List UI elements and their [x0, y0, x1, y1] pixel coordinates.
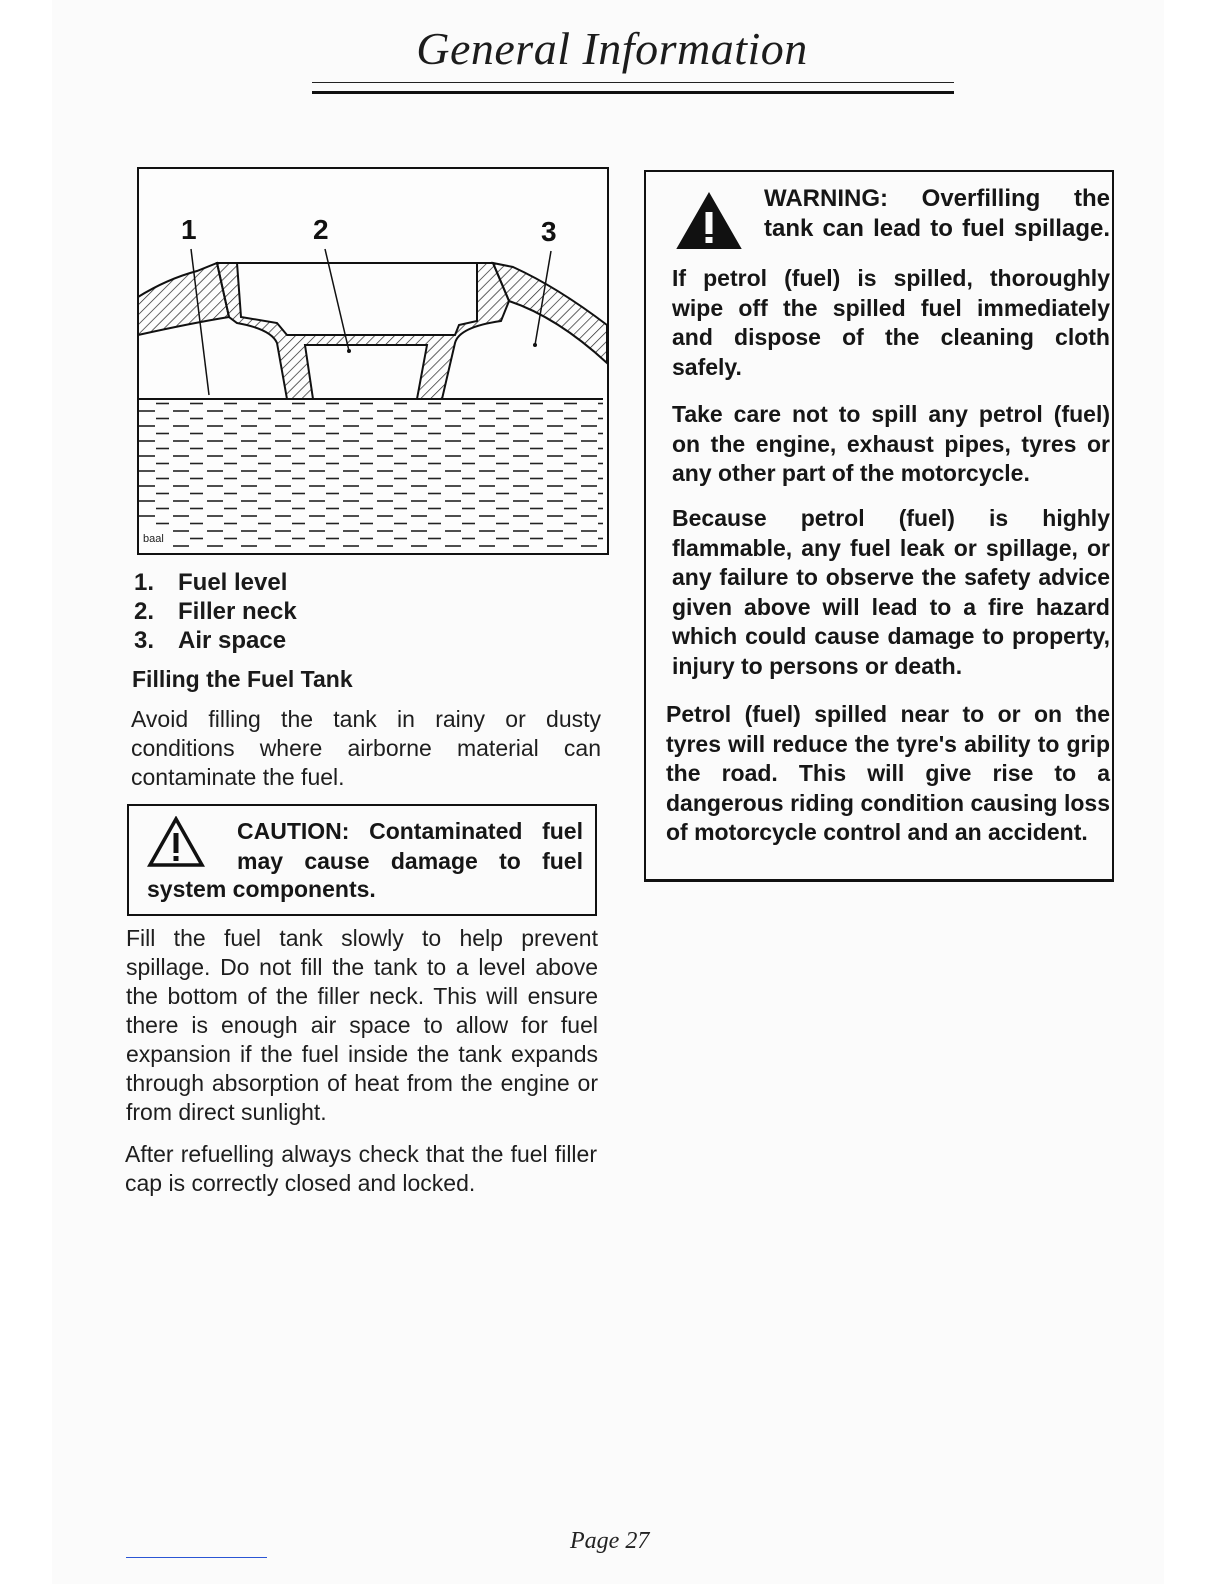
legend-item — [134, 568, 297, 597]
warning-paragraph: Take care not to spill any petrol (fuel) on the engine, exhaust pipes, tyres or any other part of the motorcycle. — [672, 401, 1110, 486]
legend-number: 2. — [134, 598, 155, 625]
body-paragraph-2: After refuelling always check that the fuel filler cap is correctly closed and locked. — [125, 1141, 597, 1196]
diagram-legend — [134, 568, 297, 655]
leader-dot-3 — [533, 343, 537, 347]
fuel-tank-diagram — [137, 167, 609, 555]
legend-item — [134, 626, 297, 655]
fuel-body — [139, 399, 603, 551]
caution-label: CAUTION: Contaminated fuel may cause damage to fuel — [237, 818, 583, 874]
title-rule-thick — [312, 91, 954, 94]
callout-2: 2 — [313, 214, 329, 245]
section-heading: Filling the Fuel Tank — [132, 666, 353, 692]
legend-label: Filler neck — [178, 598, 297, 625]
callout-1: 1 — [181, 214, 197, 245]
leader-dot-2 — [347, 349, 351, 353]
caution-box — [127, 804, 597, 916]
legend-label: Fuel level — [178, 569, 288, 596]
body-paragraph-1: Fill the fuel tank slowly to help prevent spillage. Do not fill the tank to a level above the bottom of the filler neck. This will ensure there is enough air space to allow for fuel expansion if the fuel inside the tank expands through absorption of heat from the engine or from direct sunlight. — [126, 925, 598, 1125]
legend-number: 3. — [134, 627, 155, 654]
caution-continuation: system components. — [147, 876, 376, 902]
callout-3: 3 — [541, 216, 557, 247]
legend-item — [134, 597, 297, 626]
intro-paragraph: Avoid filling the tank in rainy or dusty conditions where airborne material can contaminate the fuel. — [131, 706, 601, 790]
warning-paragraph: Petrol (fuel) spilled near to or on the tyres will reduce the tyre's ability to grip the road. This will give rise to a dangerous riding condition causing loss of motorcycle control and an accident. — [666, 701, 1110, 845]
warning-paragraph: If petrol (fuel) is spilled, thoroughly wipe off the spilled fuel immediately and dispose of the cleaning cloth safely. — [672, 265, 1110, 380]
legend-number: 1. — [134, 569, 155, 596]
page-number: Page 27 — [570, 1528, 650, 1554]
warning-triangle-icon — [676, 192, 742, 250]
page-title: General Information — [416, 23, 808, 74]
footer-link-underline — [126, 1557, 267, 1558]
title-rule-thin — [312, 82, 954, 83]
warning-box — [644, 170, 1114, 882]
warning-heading: WARNING: Overfilling the tank can lead to fuel spillage. — [764, 185, 1110, 242]
caution-triangle-icon — [147, 816, 205, 868]
legend-label: Air space — [178, 627, 287, 654]
warning-paragraph: Because petrol (fuel) is highly flammable, any fuel leak or spillage, or any failure to observe the safety advice given above will lead to a fire hazard which could cause damage to property, injury to persons or death. — [672, 505, 1110, 679]
diagram-stamp: baal — [143, 533, 164, 545]
